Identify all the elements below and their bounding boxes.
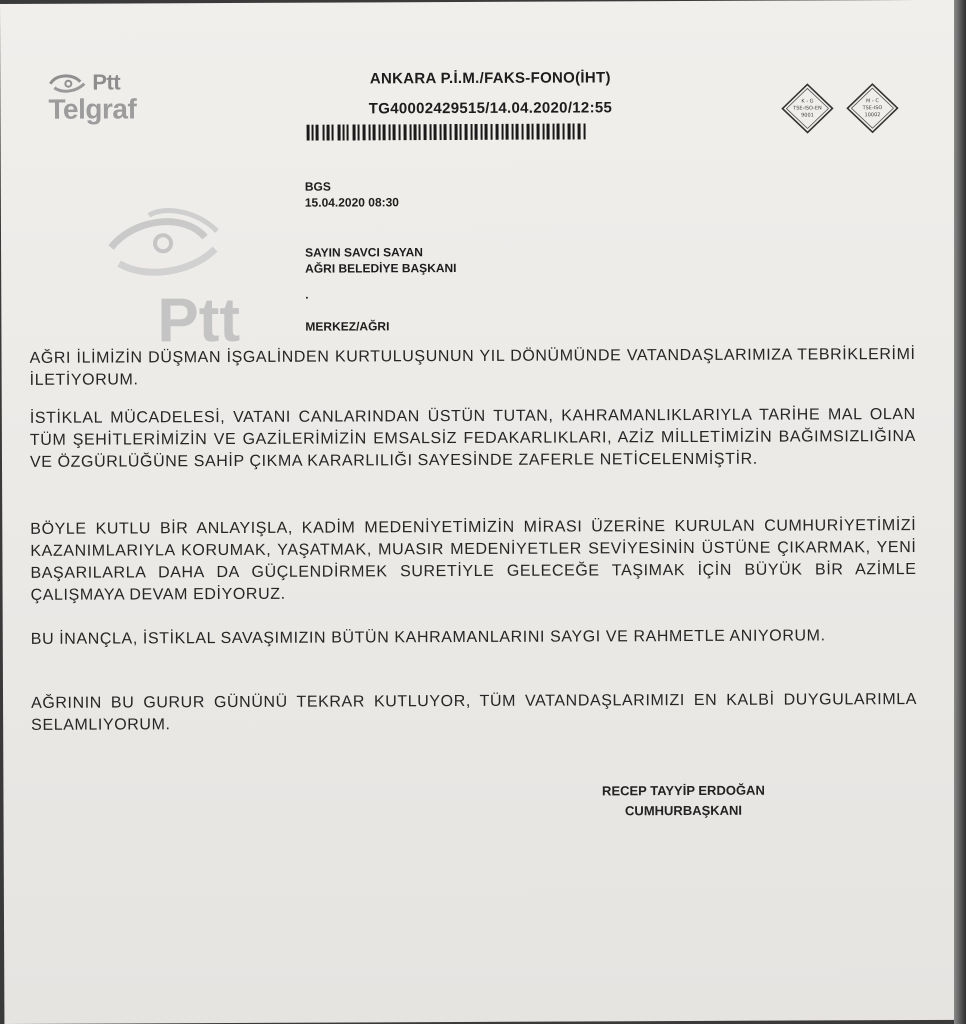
- recipient-block: [305, 244, 456, 277]
- cert-1-line-2: TSE-ISO-EN: [793, 105, 822, 112]
- sender-block: [305, 178, 399, 210]
- background-edge: [954, 0, 966, 1024]
- recipient-location: MERKEZ/AĞRI: [305, 319, 390, 334]
- sent-at: 15.04.2020 08:30: [304, 195, 399, 210]
- barcode: [307, 123, 589, 140]
- message-paragraph: AĞRI İLİMİZİN DÜŞMAN İŞGALİNDEN KURTULUŞUNUN YIL DÖNÜMÜNDE VATANDAŞLARIMIZA TEBRİKLERİMİ İLETİYORUM.: [29, 346, 916, 389]
- cert-2-line-3: 10002: [864, 112, 881, 119]
- message-paragraph: AĞRININ BU GURUR GÜNÜNÜ TEKRAR KUTLUYOR, TÜM VATANDAŞLARIMIZI EN KALBİ DUYGULARIMLA SELAMLIYORUM.: [31, 691, 918, 734]
- cert-1-line-3: 9001: [801, 112, 814, 119]
- ptt-logo-text: Ptt: [92, 69, 121, 95]
- message-paragraph: İSTİKLAL MÜCADELESİ, VATANI CANLARINDAN ÜSTÜN TUTAN, KAHRAMANLIKLARIYLA TARİHE MAL OLAN TÜM ŞEHİTLERİMİZİN VE GAZİLERİMİZİN EMSALSİZ FEDAKARLIKLARI, AZİZ MİLLETİMİZİN BAĞIMSIZLIĞINA VE ÖZGÜRLÜĞÜNE SAHİP ÇIKMA KARARLILIĞI SAYESİNDE ZAFERLE NETİCELENMİŞTİR.: [29, 406, 916, 471]
- message-paragraph: BU İNANÇLA, İSTİKLAL SAVAŞIMIZIN BÜTÜN KAHRAMANLARINI SAYGI VE RAHMETLE ANIYORUM.: [30, 627, 826, 648]
- signatory-title: CUMHURBAŞKANI: [624, 802, 743, 819]
- sender-code: BGS: [304, 179, 331, 194]
- ptt-watermark-logo: [105, 207, 276, 348]
- ptt-bird-icon: [48, 72, 92, 96]
- ptt-telgraf-logo: [48, 69, 168, 132]
- recipient-title: AĞRI BELEDİYE BAŞKANI: [305, 261, 457, 276]
- signatory-name: RECEP TAYYİP ERDOĞAN: [602, 782, 765, 799]
- office-line: ANKARA P.İ.M./FAKS-FONO(İHT): [369, 69, 611, 88]
- message-paragraph: BÖYLE KUTLU BİR ANLAYIŞLA, KADİM MEDENİYETİMİZİN MİRASI ÜZERİNE KURULAN CUMHURİYETİMİZİ KAZANIMLARIYLA KORUMAK, YAŞATMAK, MUASIR MEDENİYETLER SEVİYESİNİN ÜSTÜNE ÇIKARMAK, YENİ BAŞARILARLA DAHA DA GÜÇLENDİRMEK SURETİYLE GELECEĞE TAŞIMAK İÇİN BÜYÜK BİR AZİMLE ÇALIŞMAYA DEVAM EDİYORUZ.: [30, 517, 917, 604]
- reference-line: TG40002429515/14.04.2020/12:55: [368, 99, 613, 118]
- separator-dot: .: [305, 287, 309, 302]
- telgraf-logo-text: Telgraf: [48, 93, 137, 125]
- cert-2-line-2: TSE-ISO: [862, 105, 883, 112]
- recipient-name: SAYIN SAVCI SAYAN: [305, 245, 423, 260]
- watermark-text: Ptt: [157, 285, 241, 348]
- cert-2-line-1: M - C: [866, 98, 879, 105]
- telegram-header: [300, 63, 680, 125]
- iso-10002-cert-icon: [845, 82, 899, 134]
- iso-9001-cert-icon: [780, 82, 834, 134]
- cert-1-line-1: K - G: [801, 98, 814, 105]
